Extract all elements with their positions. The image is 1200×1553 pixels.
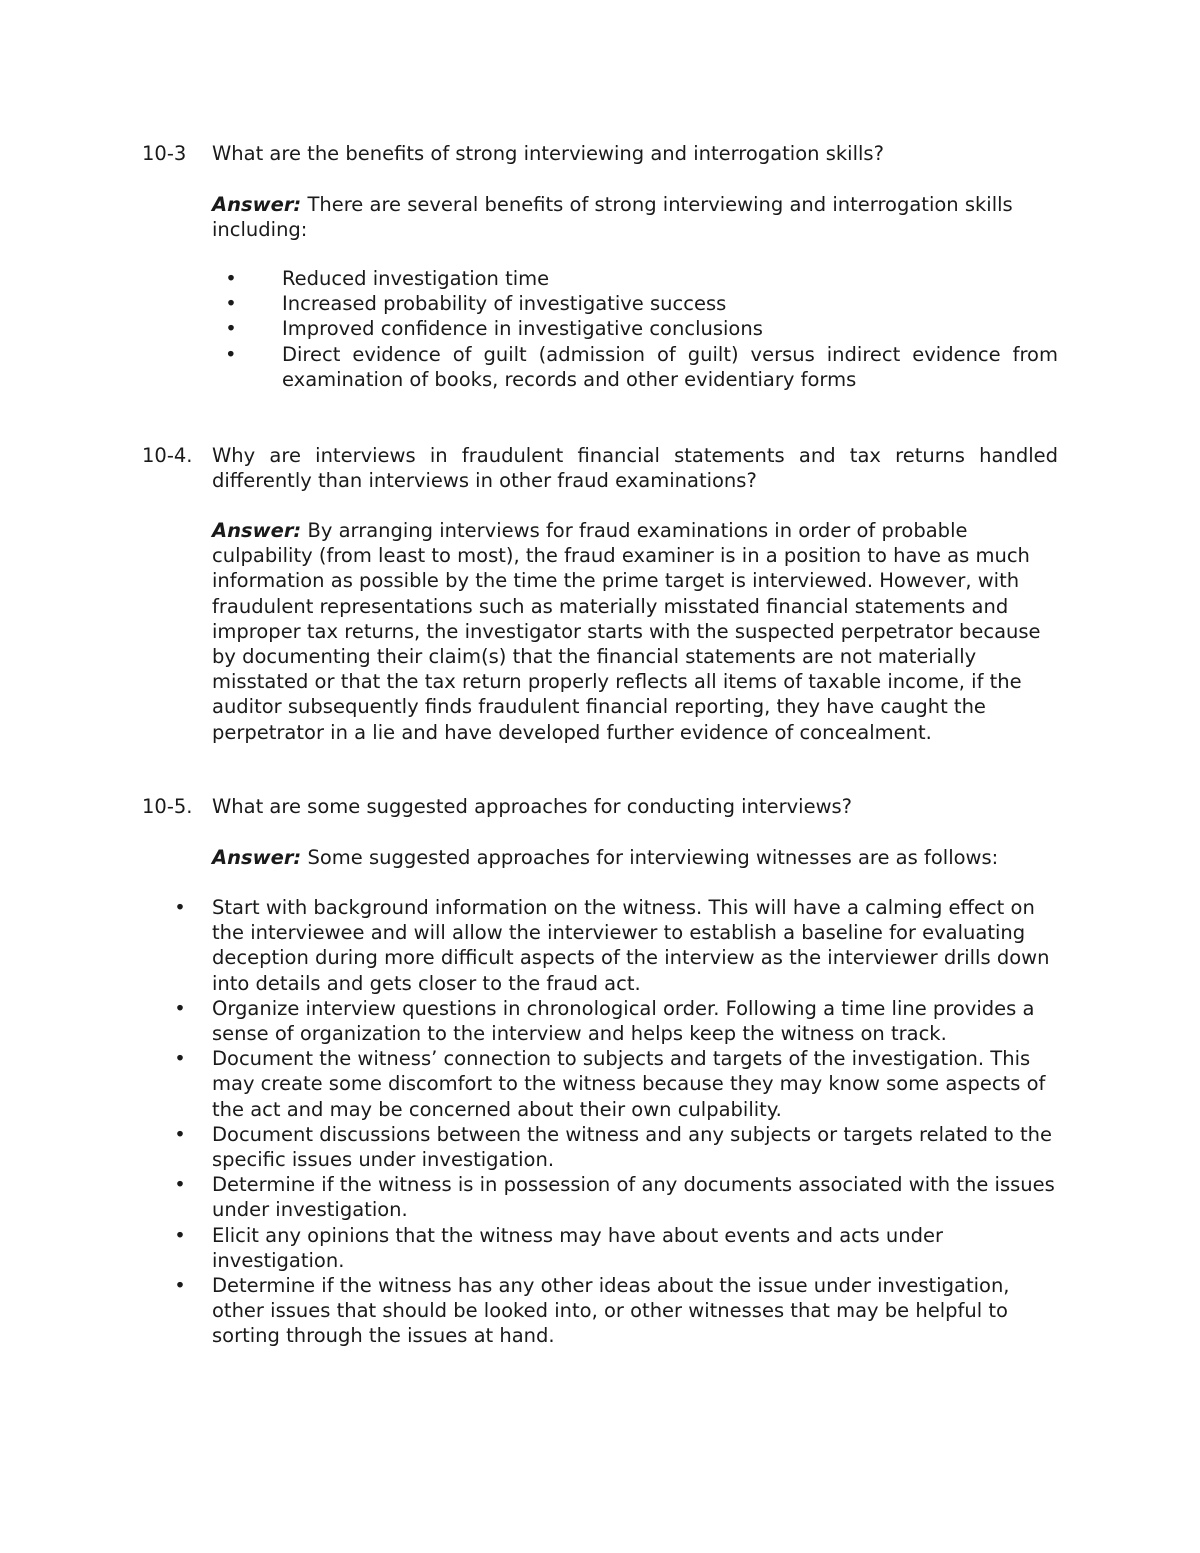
list-item: • Document the witness’ connection to subjects and targets of the investigation. This may create some discomfort to the witness because they may know some aspects of the act and may be concerned about their own culpability. bbox=[174, 1047, 1046, 1121]
bullet-icon: • bbox=[174, 1122, 186, 1146]
bullet-icon: • bbox=[174, 1223, 186, 1247]
answer-10-3 bbox=[212, 192, 1058, 242]
question-10-5 bbox=[142, 794, 1058, 819]
list-item: • Determine if the witness is in possession of any documents associated with the issues under investigation. bbox=[174, 1173, 1055, 1222]
question-number: 10-4. bbox=[142, 444, 193, 467]
question-text: What are the benefits of strong interviewing and interrogation skills? bbox=[212, 142, 884, 165]
bullet-icon: • bbox=[174, 1173, 186, 1197]
answer-10-5 bbox=[212, 845, 1058, 870]
bullet-icon: • bbox=[174, 896, 186, 919]
answer-text: By arranging interviews for fraud examinations in order of probable culpability (from least to most), the fraud examiner is in a position to have as much information as possible by the time the prime target is interviewed. However, with fraudulent representations such as materially misstated financial statements and improper tax returns, the investigator starts with the suspected perpetrator because by documenting their claim(s) that the financial statements are not materially misstated or that the tax return properly reflects all items of taxable income, if the auditor subsequently finds fraudulent financial reporting, they have caught the perpetrator in a lie and have developed further evidence of concealment. bbox=[212, 519, 1041, 744]
list-item: • Document discussions between the witness and any subjects or targets related to the specific issues under investigation. bbox=[174, 1122, 1052, 1172]
question-10-4 bbox=[142, 443, 1058, 493]
question-text: Why are interviews in fraudulent financial statements and tax returns handled differently than interviews in other fraud examinations? bbox=[212, 444, 1058, 493]
list-item: • Start with background information on the witness. This will have a calming effect on the interviewee and will allow the interviewer to establish a baseline for evaluating deception during more difficult aspects of the interview as the interviewer drills down into details and gets closer to the fraud act. bbox=[174, 896, 1050, 995]
list-item: • Reduced investigation time bbox=[225, 267, 550, 290]
list-item: • Organize interview questions in chronological order. Following a time line provides a sense of organization to the interview and helps keep the witness on track. bbox=[174, 996, 1035, 1046]
answer-text: There are several benefits of strong interviewing and interrogation skills including: bbox=[212, 193, 1013, 242]
bullet-icon: • bbox=[225, 292, 237, 316]
question-number: 10-5. bbox=[142, 795, 193, 818]
answer-text: Some suggested approaches for interviewing witnesses are as follows: bbox=[301, 846, 999, 869]
bullet-icon: • bbox=[174, 1274, 186, 1298]
answer-label: Answer: bbox=[212, 846, 302, 869]
bullet-icon: • bbox=[225, 342, 237, 366]
approaches-list bbox=[174, 895, 1058, 1349]
bullet-icon: • bbox=[225, 267, 237, 290]
answer-10-4 bbox=[212, 518, 1058, 745]
list-item: • Elicit any opinions that the witness may have about events and acts under investigation. bbox=[174, 1223, 943, 1272]
list-item: • Improved confidence in investigative conclusions bbox=[225, 317, 763, 341]
answer-label: Answer: bbox=[212, 519, 302, 542]
question-10-3 bbox=[142, 141, 1058, 166]
bullet-icon: • bbox=[225, 317, 237, 341]
list-item: • Increased probability of investigative success bbox=[225, 292, 727, 316]
bullet-icon: • bbox=[174, 996, 186, 1020]
question-text: What are some suggested approaches for conducting interviews? bbox=[212, 795, 853, 818]
answer-label: Answer: bbox=[212, 193, 302, 216]
benefits-list bbox=[225, 266, 1058, 392]
list-item: • Determine if the witness has any other ideas about the issue under investigation, other issues that should be looked into, or other witnesses that may be helpful to sorting through the issues at hand. bbox=[174, 1274, 1010, 1348]
bullet-icon: • bbox=[174, 1047, 186, 1071]
list-item: • Direct evidence of guilt (admission of guilt) versus indirect evidence from examination of books, records and other evidentiary forms bbox=[225, 342, 1058, 391]
question-number: 10-3 bbox=[142, 142, 187, 165]
